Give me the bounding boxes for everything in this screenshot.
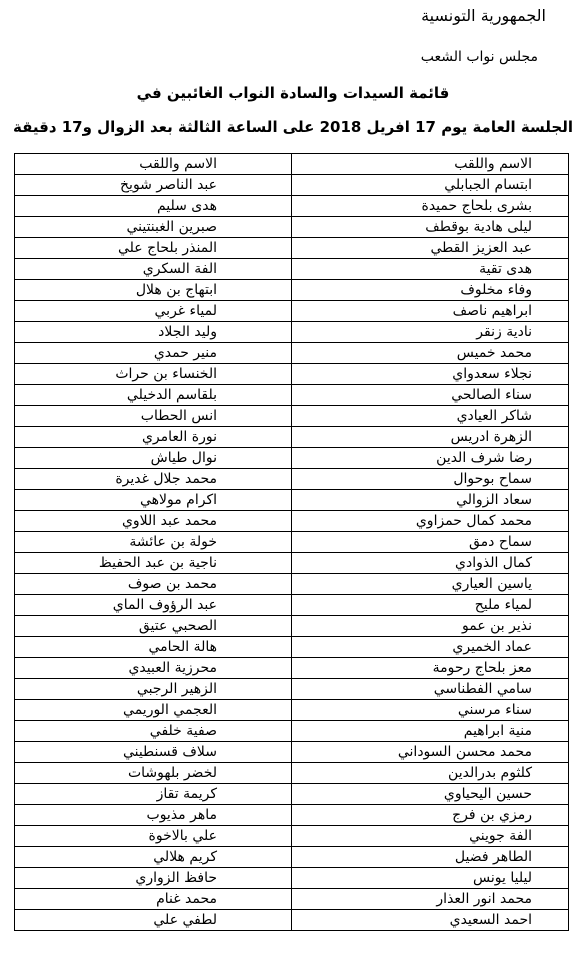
table-row — [15, 238, 569, 259]
table-row — [15, 826, 569, 847]
table-row — [15, 511, 569, 532]
member-name-cell: محمد خميس — [292, 343, 569, 364]
member-name-cell: عبد الناصر شويخ — [15, 175, 292, 196]
table-row — [15, 637, 569, 658]
member-name-cell: سلاف قسنطيني — [15, 742, 292, 763]
table-row — [15, 385, 569, 406]
member-name-cell: محمد انور العذار — [292, 889, 569, 910]
table-header-row — [15, 154, 569, 175]
table-row — [15, 784, 569, 805]
table-row — [15, 553, 569, 574]
member-name-cell: محمد جلال غديرة — [15, 469, 292, 490]
member-name-cell: منير حمدي — [15, 343, 292, 364]
member-name-cell: معز بلحاج رحومة — [292, 658, 569, 679]
member-name-cell: لطفي علي — [15, 910, 292, 931]
table-row — [15, 301, 569, 322]
member-name-cell: الفة السكري — [15, 259, 292, 280]
member-name-cell: هدى سليم — [15, 196, 292, 217]
table-row — [15, 616, 569, 637]
member-name-cell: ابتهاج بن هلال — [15, 280, 292, 301]
table-row — [15, 175, 569, 196]
member-name-cell: صفية خلفي — [15, 721, 292, 742]
member-name-cell: كمال الذوادي — [292, 553, 569, 574]
table-row — [15, 364, 569, 385]
member-name-cell: الفة جويني — [292, 826, 569, 847]
table-row — [15, 322, 569, 343]
member-name-cell: محمد غنام — [15, 889, 292, 910]
member-name-cell: رمزي بن فرج — [292, 805, 569, 826]
member-name-cell: الصحبي عتيق — [15, 616, 292, 637]
member-name-cell: صبرين الغبنتيني — [15, 217, 292, 238]
member-name-cell: نادية زنقر — [292, 322, 569, 343]
list-title: قائمة السيدات والسادة النواب الغائبين في — [136, 84, 450, 102]
member-name-cell: الزهرة ادريس — [292, 427, 569, 448]
member-name-cell: سماح بوحوال — [292, 469, 569, 490]
member-name-cell: عبد الرؤوف الماي — [15, 595, 292, 616]
member-name-cell: سماح دمق — [292, 532, 569, 553]
member-name-cell: نذير بن عمو — [292, 616, 569, 637]
member-name-cell: سناء مرسني — [292, 700, 569, 721]
column-header-left: الاسم واللقب — [15, 154, 292, 175]
table-row — [15, 658, 569, 679]
member-name-cell: بشرى بلحاج حميدة — [292, 196, 569, 217]
table-row — [15, 805, 569, 826]
member-name-cell: اكرام مولاهي — [15, 490, 292, 511]
table-row — [15, 490, 569, 511]
member-name-cell: وفاء مخلوف — [292, 280, 569, 301]
table-row — [15, 427, 569, 448]
member-name-cell: كريم هلالي — [15, 847, 292, 868]
member-name-cell: هالة الحامي — [15, 637, 292, 658]
member-name-cell: حسين اليحياوي — [292, 784, 569, 805]
member-name-cell: الخنساء بن حراث — [15, 364, 292, 385]
absentees-table — [14, 153, 569, 931]
table-row — [15, 595, 569, 616]
member-name-cell: كريمة تقاز — [15, 784, 292, 805]
table-row — [15, 679, 569, 700]
member-name-cell: محمد محسن السوداني — [292, 742, 569, 763]
member-name-cell: شاكر العيادي — [292, 406, 569, 427]
table-row — [15, 889, 569, 910]
table-row — [15, 469, 569, 490]
session-line: الجلسة العامة يوم 17 افريل 2018 على الساعة الثالثة بعد الزوال و17 دقيقة — [12, 118, 573, 136]
member-name-cell: وليد الجلاد — [15, 322, 292, 343]
table-row — [15, 259, 569, 280]
member-name-cell: ابراهيم ناصف — [292, 301, 569, 322]
member-name-cell: العجمي الوريمي — [15, 700, 292, 721]
member-name-cell: ليليا يونس — [292, 868, 569, 889]
table-row — [15, 532, 569, 553]
member-name-cell: الطاهر فضيل — [292, 847, 569, 868]
table-row — [15, 700, 569, 721]
member-name-cell: خولة بن عائشة — [15, 532, 292, 553]
member-name-cell: لمياء غربي — [15, 301, 292, 322]
table-row — [15, 343, 569, 364]
member-name-cell: نورة العامري — [15, 427, 292, 448]
member-name-cell: سامي الفطناسي — [292, 679, 569, 700]
column-header-right: الاسم واللقب — [292, 154, 569, 175]
member-name-cell: محرزية العبيدي — [15, 658, 292, 679]
table-body — [15, 175, 569, 931]
member-name-cell: بلقاسم الدخيلي — [15, 385, 292, 406]
member-name-cell: ابتسام الجبابلي — [292, 175, 569, 196]
member-name-cell: كلثوم بدرالدين — [292, 763, 569, 784]
member-name-cell: نوال طياش — [15, 448, 292, 469]
country-heading: الجمهورية التونسية — [421, 6, 546, 25]
table-row — [15, 910, 569, 931]
member-name-cell: ياسين العياري — [292, 574, 569, 595]
member-name-cell: ماهر مذيوب — [15, 805, 292, 826]
table-row — [15, 280, 569, 301]
member-name-cell: محمد كمال حمزاوي — [292, 511, 569, 532]
table-row — [15, 742, 569, 763]
member-name-cell: عبد العزيز القطي — [292, 238, 569, 259]
council-heading: مجلس نواب الشعب — [420, 49, 538, 65]
table-row — [15, 868, 569, 889]
member-name-cell: منية ابراهيم — [292, 721, 569, 742]
member-name-cell: نجلاء سعدواي — [292, 364, 569, 385]
member-name-cell: علي بالاخوة — [15, 826, 292, 847]
table-row — [15, 406, 569, 427]
member-name-cell: المنذر بلحاج علي — [15, 238, 292, 259]
table-row — [15, 448, 569, 469]
member-name-cell: انس الحطاب — [15, 406, 292, 427]
member-name-cell: هدى تقية — [292, 259, 569, 280]
member-name-cell: ليلى هادية بوقطف — [292, 217, 569, 238]
member-name-cell: حافظ الزواري — [15, 868, 292, 889]
table-row — [15, 196, 569, 217]
table-row — [15, 847, 569, 868]
member-name-cell: رضا شرف الدين — [292, 448, 569, 469]
member-name-cell: احمد السعيدي — [292, 910, 569, 931]
member-name-cell: لخضر بلهوشات — [15, 763, 292, 784]
member-name-cell: الزهير الرجبي — [15, 679, 292, 700]
member-name-cell: محمد عبد اللاوي — [15, 511, 292, 532]
table-row — [15, 763, 569, 784]
table-row — [15, 721, 569, 742]
member-name-cell: سناء الصالحي — [292, 385, 569, 406]
member-name-cell: سعاد الزوالي — [292, 490, 569, 511]
member-name-cell: محمد بن صوف — [15, 574, 292, 595]
member-name-cell: عماد الخميري — [292, 637, 569, 658]
member-name-cell: ناجية بن عبد الحفيظ — [15, 553, 292, 574]
table-row — [15, 574, 569, 595]
table-row — [15, 217, 569, 238]
member-name-cell: لمياء مليح — [292, 595, 569, 616]
